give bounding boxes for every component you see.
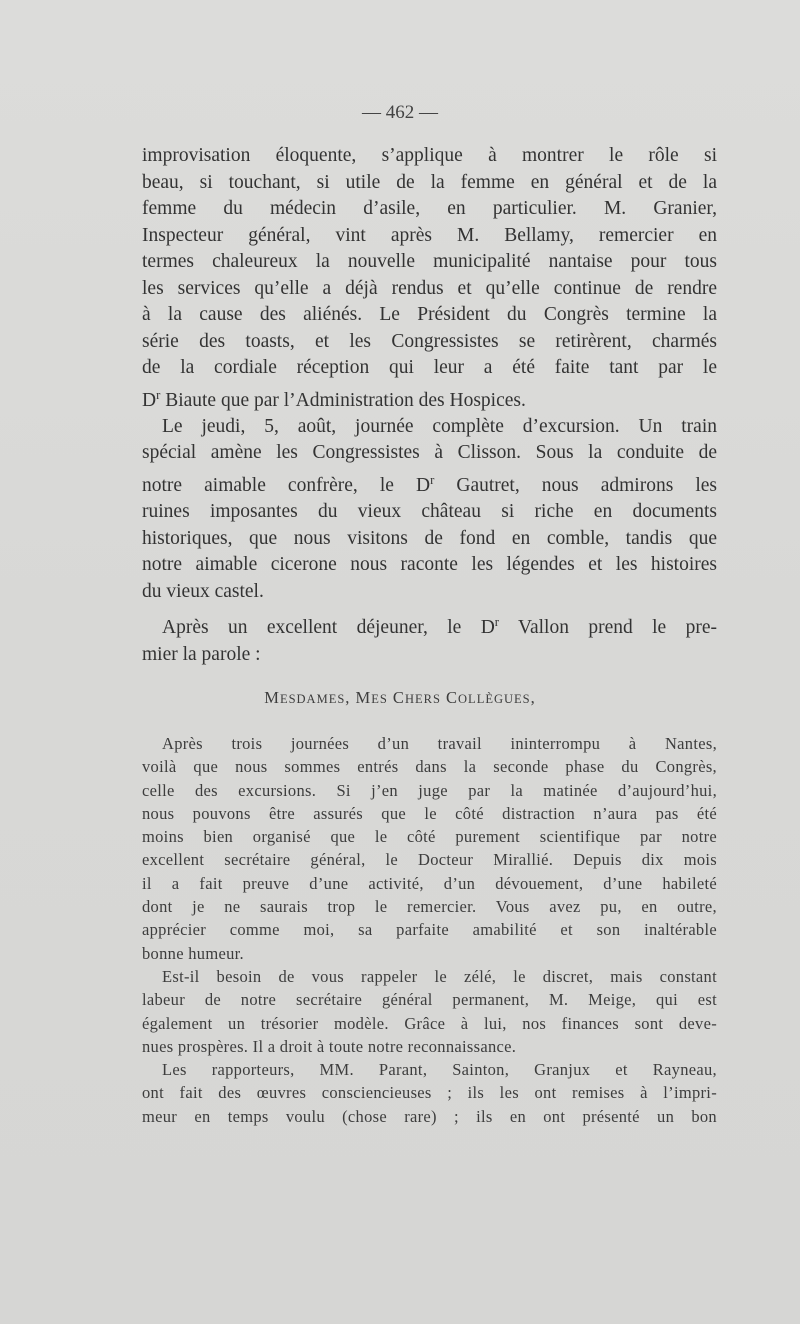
body-text-section-2 <box>142 732 717 1128</box>
text-line: ont fait des œuvres consciencieuses ; ils les ont remises à l’impri- <box>142 1083 717 1103</box>
text-line: apprécier comme moi, sa parfaite amabilité et son inaltérable <box>142 920 717 940</box>
text-line: meur en temps voulu (chose rare) ; ils en ont présenté un bon <box>142 1106 717 1126</box>
text-line: Après trois journées d’un travail ininterrompu à Nantes, <box>162 734 717 753</box>
speech-salutation-heading: MESDAMES, MES CHERS COLLÈGUES, <box>264 688 536 707</box>
text-line: il a fait preuve d’une activité, d’un dévouement, d’une habileté <box>142 873 717 893</box>
text-line: Après un excellent déjeuner, le $D^r$ Vallon prend le pre- <box>162 615 717 639</box>
text-line: Les rapporteurs, MM. Parant, Sainton, Granjux et Rayneau, <box>162 1060 717 1080</box>
text-line: beau, si touchant, si utile de la femme en général et de la <box>142 171 717 193</box>
text-line: Le jeudi, 5, août, journée complète d’excursion. Un train <box>162 415 717 437</box>
text-line: nous pouvons être assurés que le côté distraction n’aura pas été <box>142 803 717 823</box>
text-line: labeur de notre secrétaire général permanent, M. Meige, qui est <box>142 990 717 1010</box>
text-line: celle des excursions. Si j’en juge par la matinée d’aujourd’hui, <box>142 780 717 800</box>
dr-abbrev: D <box>142 389 157 411</box>
text-line: historiques, que nous visitons de fond en comble, tandis que <box>142 527 717 549</box>
dr-abbrev: D <box>415 474 431 496</box>
text-line: série des toasts, et les Congressistes se retirèrent, charmés <box>142 330 717 352</box>
text-line: femme du médecin d’asile, en particulier. M. Granier, <box>142 198 717 219</box>
text-line: les services qu’elle a déjà rendus et qu’elle continue de rendre <box>142 277 717 299</box>
text-line: de la cordiale réception qui leur a été faite tant par le <box>142 357 717 378</box>
body-text-section-1 <box>142 143 717 668</box>
text-line: également un trésorier modèle. Grâce à lui, nos finances sont deve- <box>142 1013 717 1033</box>
text-line: Inspecteur général, vint après M. Bellamy, remercier en <box>142 224 717 246</box>
text-line: du vieux castel. <box>142 580 264 602</box>
text-line: excellent secrétaire général, le Docteur Mirallié. Depuis dix mois <box>142 850 717 870</box>
text-line: notre aimable cicerone nous raconte les légendes et les histoires <box>142 554 717 576</box>
text-line: voilà que nous sommes entrés dans la seconde phase du Congrès, <box>142 757 717 777</box>
text-line: termes chaleureux la nouvelle municipalité nantaise pour tous <box>142 251 717 272</box>
text-line: bonne humeur. <box>142 943 244 963</box>
text-line: Est-il besoin de vous rappeler le zélé, le discret, mais constant <box>162 966 717 986</box>
text-line: moins bien organisé que le côté purement scientifique par notre <box>142 827 717 847</box>
text-line: notre aimable confrère, le $D^r$ Gautret, nous admirons les <box>142 472 718 496</box>
dr-superscript: r <box>156 387 161 402</box>
text-line: ruines imposantes du vieux château si riche en documents <box>142 501 717 523</box>
dr-superscript: r <box>494 615 499 630</box>
dr-abbrev: D <box>480 617 495 639</box>
text-line: dont je ne saurais trop le remercier. Vous avez pu, en outre, <box>142 897 717 917</box>
text-line: mier la parole : <box>142 643 261 665</box>
dr-superscript: r <box>430 472 435 487</box>
text-line: $D^r$ Biaute que par l’Administration des Hospices. <box>142 387 526 411</box>
text-line: spécial amène les Congressistes à Clisson. Sous la conduite de <box>142 442 717 464</box>
page-number: — 462 — <box>362 102 438 123</box>
text-line: nues prospères. Il a droit à toute notre reconnaissance. <box>142 1036 517 1056</box>
text-line: improvisation éloquente, s’applique à montrer le rôle si <box>142 145 717 166</box>
text-line: à la cause des aliénés. Le Président du Congrès termine la <box>142 304 717 325</box>
